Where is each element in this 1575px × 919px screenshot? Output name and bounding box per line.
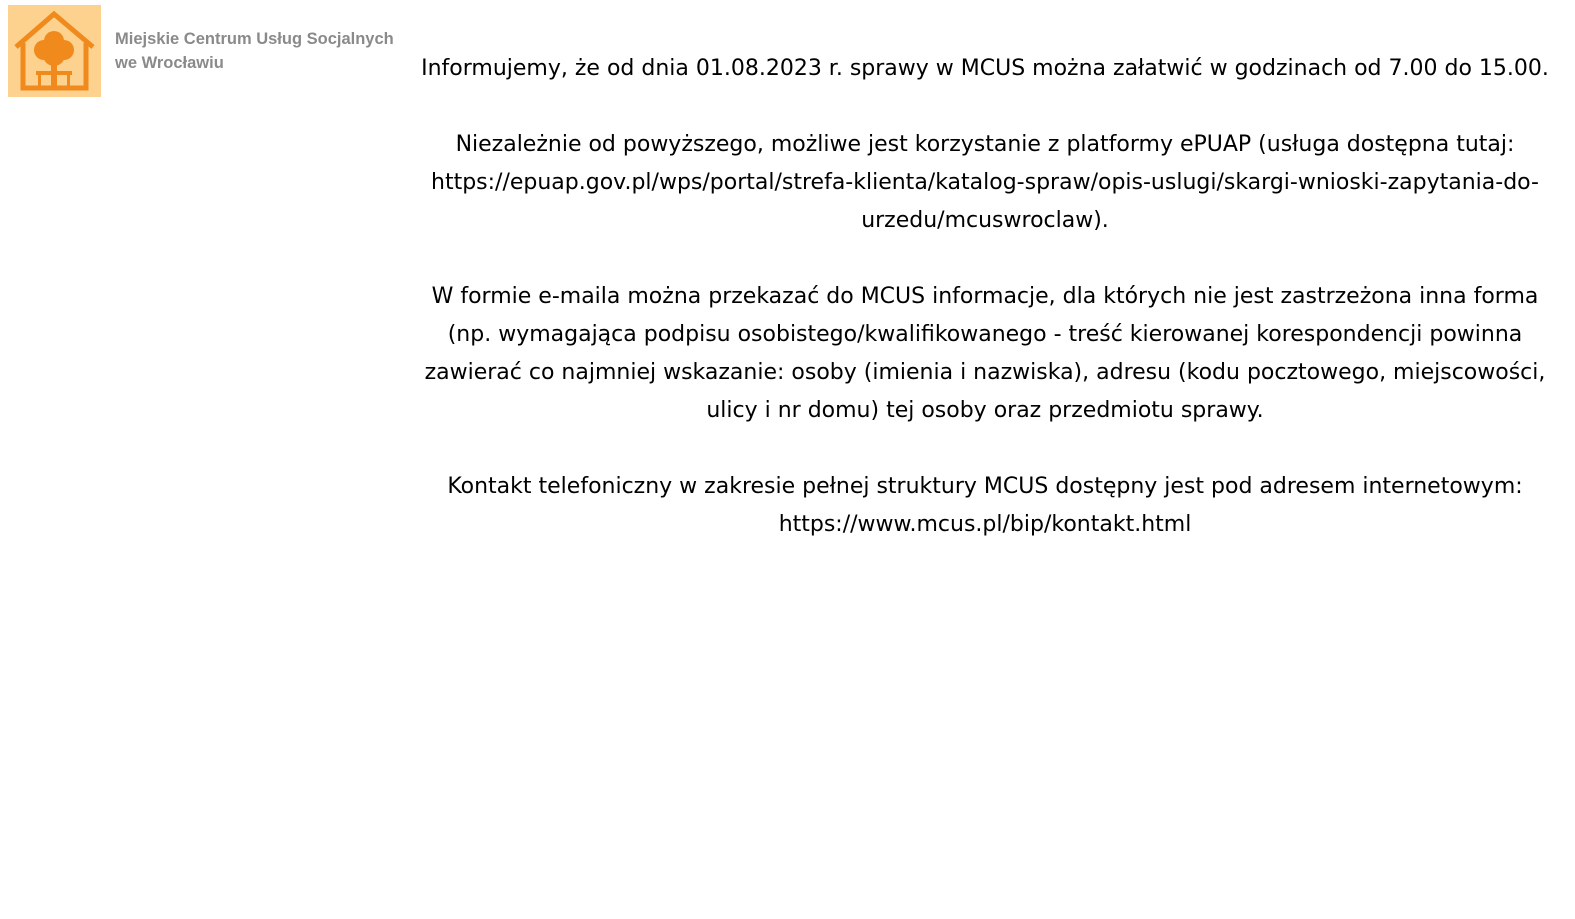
organization-name-line2: we Wrocławiu: [115, 54, 224, 72]
notice-paragraph-email: W formie e-maila można przekazać do MCUS informacje, dla których nie jest zastrzeżona inna forma (np. wymagająca podpisu osobistego/kwalifikowanego - treść kierowanej korespondencji powinna zawierać co najmniej wskazanie: osoby (imienia i nazwiska), adresu (kodu pocztowego, miejscowości, ulicy i nr domu) tej osoby oraz przedmiotu sprawy.: [424, 284, 1546, 423]
logo: [8, 5, 101, 97]
organization-name-line1: Miejskie Centrum Usług Socjalnych: [115, 30, 394, 48]
house-with-tree-icon: [8, 5, 101, 97]
notice-paragraph-epuap: Niezależnie od powyższego, możliwe jest korzystanie z platformy ePUAP (usługa dostępna tutaj: https://epuap.gov.pl/wps/portal/strefa-klienta/katalog-spraw/opis-uslugi/skargi-wnioski-zapytania-do-urzedu/mcuswroclaw).: [431, 132, 1539, 233]
notice-paragraph-contact: Kontakt telefoniczny w zakresie pełnej struktury MCUS dostępny jest pod adresem internetowym: https://www.mcus.pl/bip/kontakt.html: [447, 474, 1523, 537]
organization-name: [115, 27, 394, 75]
notice-paragraph-hours: Informujemy, że od dnia 01.08.2023 r. sprawy w MCUS można załatwić w godzinach od 7.00 do 15.00.: [421, 56, 1549, 81]
notice-text: [415, 50, 1555, 544]
